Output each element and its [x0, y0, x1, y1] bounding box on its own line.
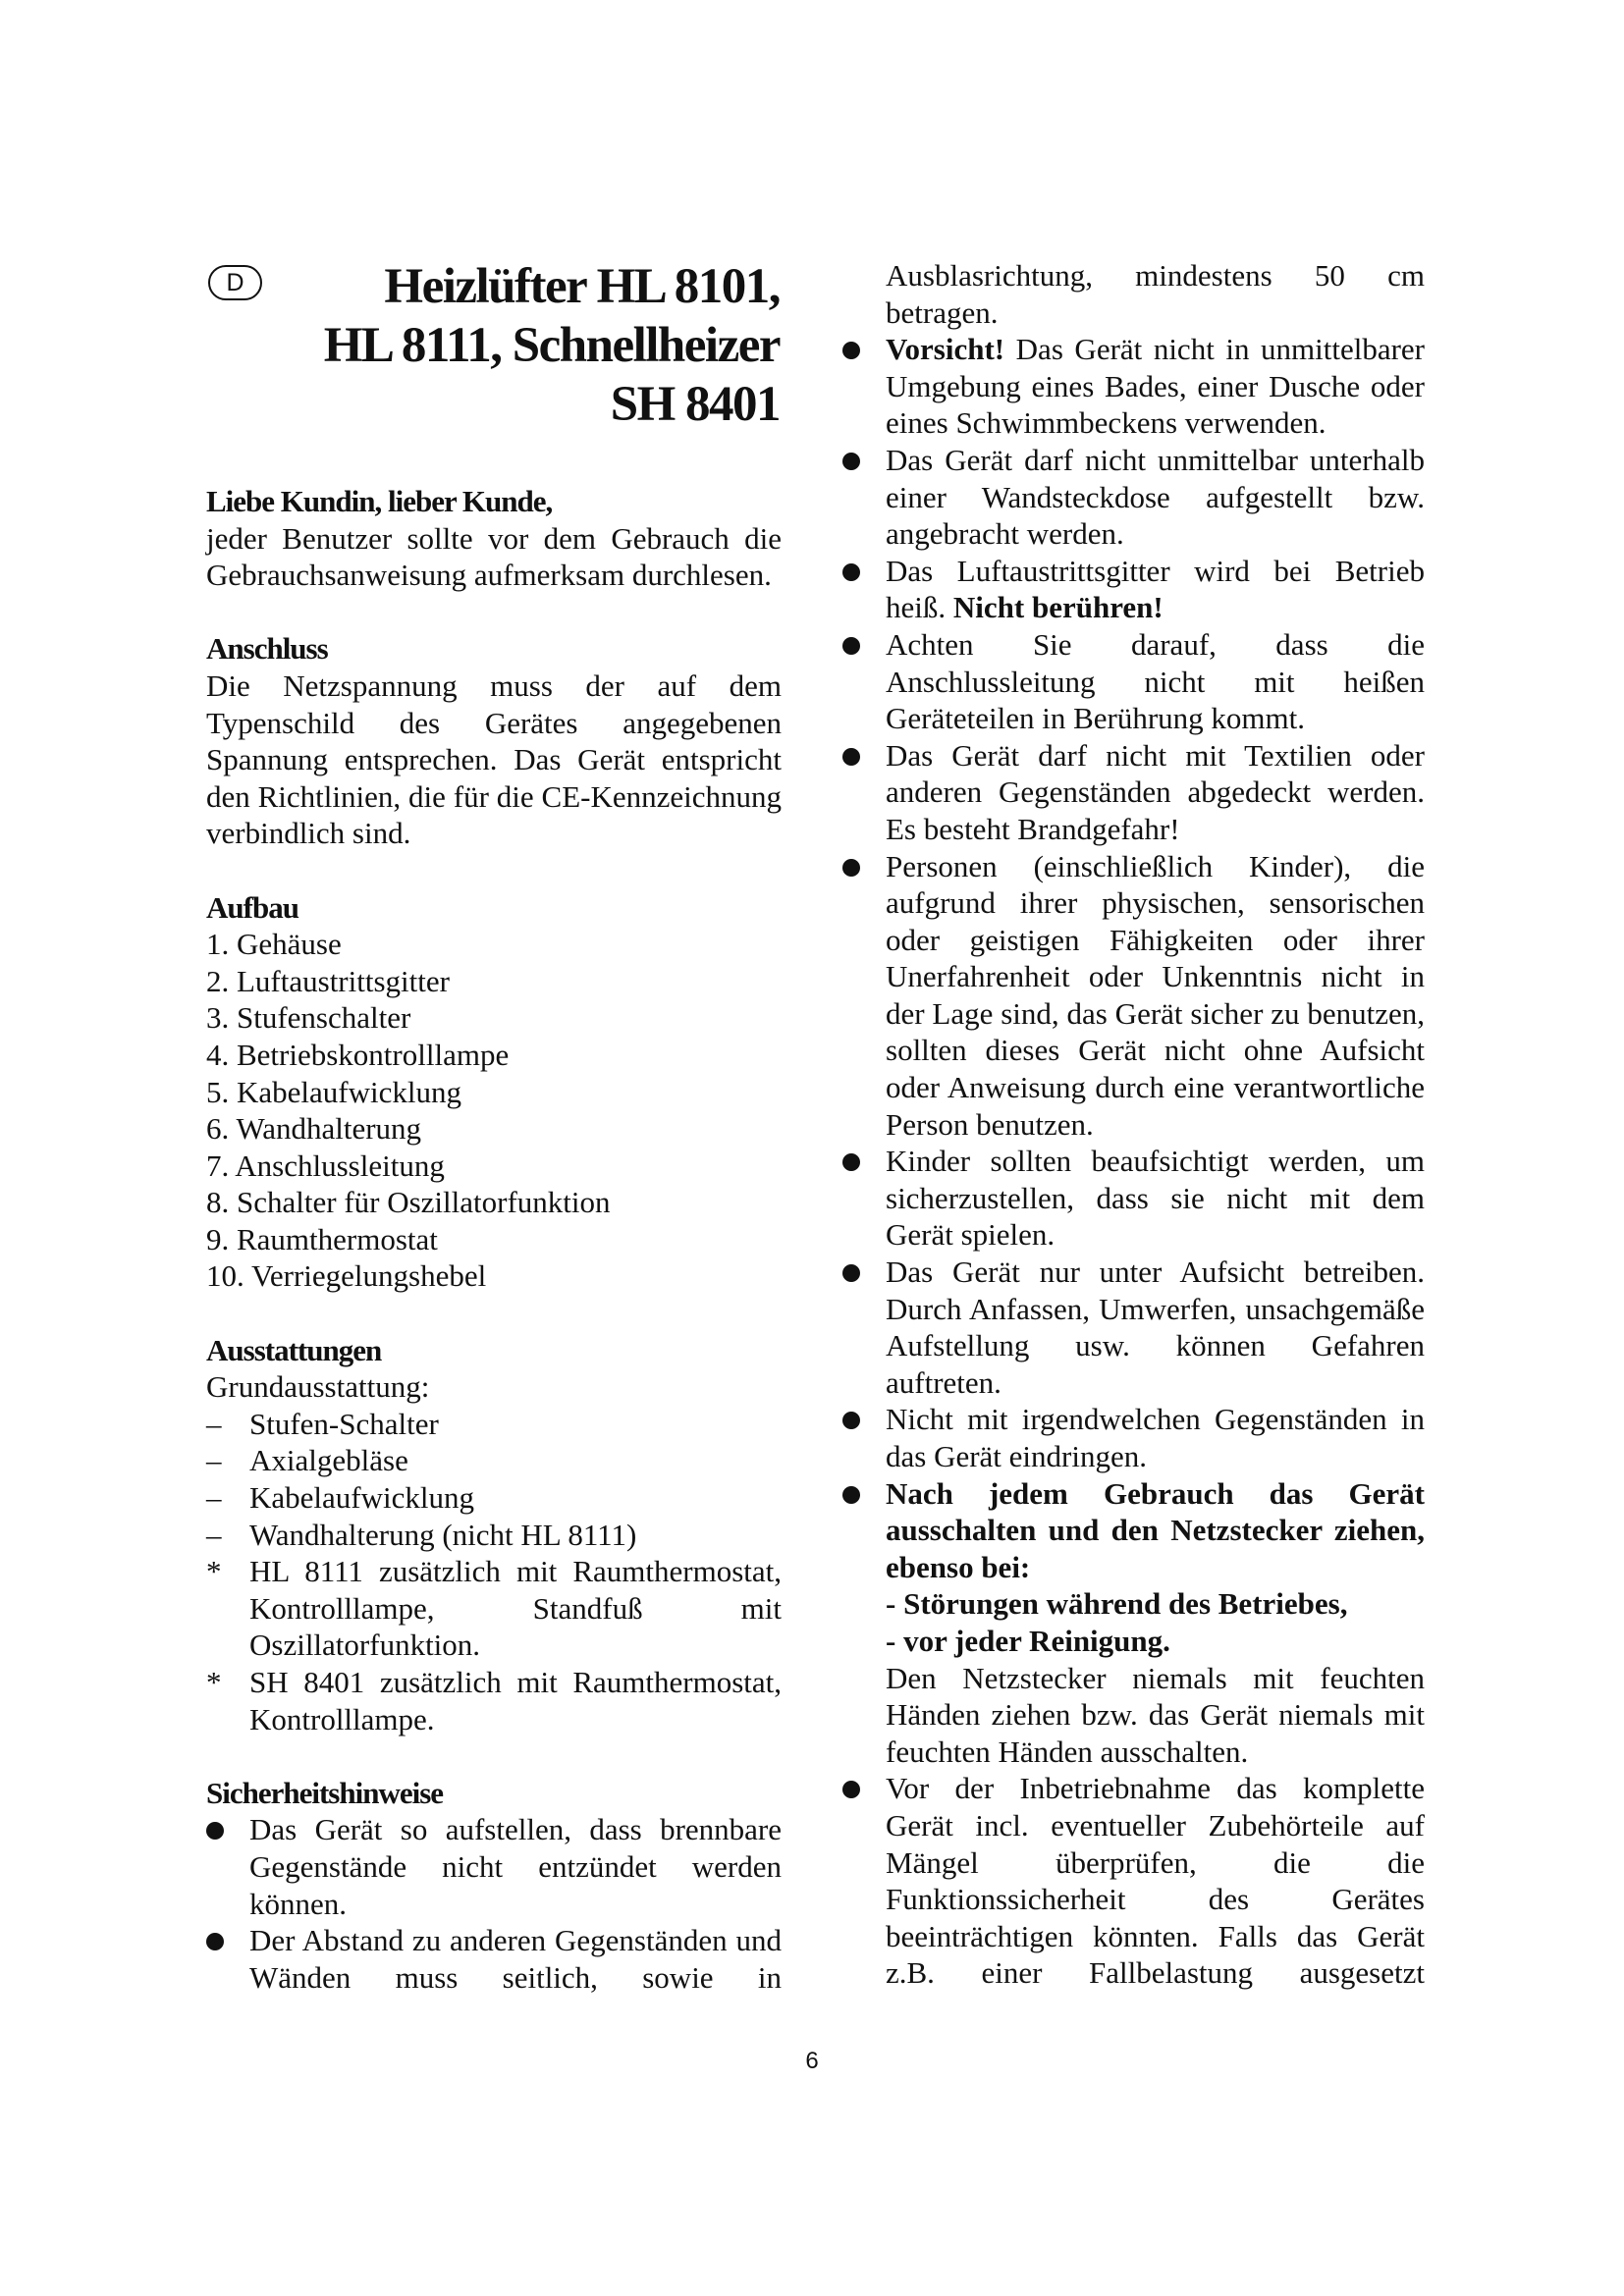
bullet-text: Achten Sie darauf, dass die Anschlussleitung nicht mit heißen Geräteteilen in Berührung kommt. [886, 626, 1425, 736]
gebrauch-bold-stoerungen: - Störungen während des Betriebes, [886, 1586, 1348, 1622]
ausstattungen-intro: Grundausstattung: [206, 1369, 430, 1405]
sicherheit-heading: Sicherheitshinweise [206, 1775, 444, 1810]
bullet-dot-icon [842, 453, 860, 470]
bullet-dot-icon [206, 1933, 224, 1950]
dash-item-text: Stufen-Schalter [249, 1406, 439, 1441]
aufbau-item: 2. Luftaustrittsgitter [206, 963, 450, 998]
aufbau-item: 10. Verriegelungshebel [206, 1258, 487, 1294]
bullet-item [206, 1811, 782, 1922]
bullet-text: Das Gerät darf nicht unmittelbar unterhalb einer Wandsteckdose aufgestellt bzw. angebracht werden. [886, 442, 1425, 552]
gebrauch-text: Den Netzstecker niemals mit feuchten Händen ziehen bzw. das Gerät niemals mit feuchten Händen ausschalten. [886, 1660, 1425, 1769]
bullet-dot-icon [842, 1412, 860, 1429]
gebrauch-bold-reinigung: - vor jeder Reinigung. [886, 1623, 1170, 1658]
star-item-text: HL 8111 zusätzlich mit Raumthermostat, Kontrolllampe, Standfuß mit Oszillatorfunktion. [249, 1554, 782, 1663]
bullet-item [842, 1401, 1425, 1474]
aufbau-item: 1. Gehäuse [206, 927, 342, 962]
bullet-item [842, 331, 1425, 442]
bullet-continuation [842, 257, 1425, 331]
sicherheit-section-start [206, 1775, 782, 1997]
left-column [206, 257, 782, 1996]
intro-section [206, 483, 782, 594]
star-marker: * [206, 1665, 222, 1699]
aufbau-item: 3. Stufenschalter [206, 1000, 411, 1036]
language-badge: D [208, 265, 262, 300]
bullet-item [842, 442, 1425, 553]
ausstattungen-heading: Ausstattungen [206, 1332, 382, 1367]
bullet-text: Nicht mit irgendwelchen Gegenständen in das Gerät eindringen. [886, 1402, 1425, 1473]
dash-item-text: Wandhalterung (nicht HL 8111) [249, 1517, 637, 1552]
aufbau-item: 6. Wandhalterung [206, 1111, 422, 1147]
dash-list-item [206, 1517, 782, 1554]
ausstattungen-section [206, 1332, 782, 1738]
dash-marker: – [206, 1443, 222, 1478]
bullet-item [842, 553, 1425, 626]
anschluss-heading: Anschluss [206, 631, 328, 667]
aufbau-item: 8. Schalter für Oszillatorfunktion [206, 1185, 611, 1220]
bullet-item [842, 1770, 1425, 1992]
bullet-text: Der Abstand zu anderen Gegenständen und Wänden muss seitlich, sowie in [249, 1923, 782, 1995]
dash-item-text: Axialgebläse [249, 1443, 408, 1478]
title-line-2: HL 8111, Schnellheizer [323, 318, 780, 373]
bullet-dot-icon [842, 1486, 860, 1504]
bullet-dot-icon [842, 342, 860, 359]
bullet-dot-icon [842, 1781, 860, 1798]
star-marker: * [206, 1554, 222, 1589]
bullet-text: Das Gerät so aufstellen, dass brennbare Gegenstände nicht entzündet werden können. [249, 1812, 782, 1921]
anschluss-section [206, 630, 782, 852]
page-number: 6 [805, 2048, 819, 2074]
intro-text: jeder Benutzer sollte vor dem Gebrauch die Gebrauchsanweisung aufmerksam durchlesen. [206, 520, 782, 593]
aufbau-item: 7. Anschlussleitung [206, 1148, 445, 1183]
bullet-item [842, 848, 1425, 1144]
title-line-3: SH 8401 [610, 377, 780, 432]
star-list-item [206, 1553, 782, 1664]
vorsicht-text: Das Gerät nicht in unmittelbarer Umgebung eines Bades, einer Dusche oder eines Schwimmbeckens verwenden. [886, 332, 1425, 441]
bullet-item [842, 626, 1425, 737]
bullet-dot-icon [842, 563, 860, 581]
bullet-dot-icon [842, 1153, 860, 1171]
aufbau-item: 5. Kabelaufwicklung [206, 1074, 461, 1109]
dash-marker: – [206, 1517, 222, 1552]
bullet-dot-icon [842, 859, 860, 877]
dash-item-text: Kabelaufwicklung [249, 1480, 474, 1516]
bullet-text: Das Gerät nur unter Aufsicht betreiben. Durch Anfassen, Umwerfen, unsachgemäße Aufstellung usw. können Gefahren auftreten. [886, 1255, 1425, 1400]
bullet-item [842, 1475, 1425, 1771]
bullet-item [206, 1922, 782, 1996]
aufbau-heading: Aufbau [206, 889, 298, 925]
bullet-item [842, 1254, 1425, 1401]
dash-marker: – [206, 1480, 222, 1516]
bullet-text: Personen (einschließlich Kinder), die aufgrund ihrer physischen, sensorischen oder geistigen Fähigkeiten oder ihrer Unerfahrenheit oder Unkenntnis nicht in der Lage sind, das Gerät sicher zu benutzen, sollten dieses Gerät nicht ohne Aufsicht oder Anweisung durch eine verantwortliche Person benutzen. [886, 848, 1425, 1142]
bullet-text: Vor der Inbetriebnahme das komplette Gerät incl. eventueller Zubehörteile auf Mängel überprüfen, die die Funktionssicherheit des Gerätes beeinträchtigen könnten. Falls das Gerät z.B. einer Fallbelastung ausgesetzt [886, 1771, 1425, 1991]
bullet-dot-icon [842, 637, 860, 655]
bullet-dot-icon [842, 748, 860, 766]
title-block [206, 257, 782, 444]
anschluss-text: Die Netzspannung muss der auf dem Typenschild des Gerätes angegebenen Spannung entsprechen. Das Gerät entspricht den Richtlinien, die für die CE-Kennzeichnung verbindlich sind. [206, 667, 782, 851]
bullet-dot-icon [206, 1822, 224, 1840]
gitter-text: Das Luftaustrittsgitter wird bei Betrieb heiß. [886, 553, 1425, 625]
title-line-1: Heizlüfter HL 8101, [384, 259, 780, 314]
bullet-dot-icon [842, 1264, 860, 1282]
star-list-item [206, 1664, 782, 1737]
aufbau-item: 9. Raumthermostat [206, 1221, 438, 1256]
dash-list-item [206, 1479, 782, 1517]
bullet-text: Kinder sollten beaufsichtigt werden, um sicherzustellen, dass sie nicht mit dem Gerät spielen. [886, 1144, 1425, 1253]
aufbau-item: 4. Betriebskontrolllampe [206, 1037, 510, 1072]
gebrauch-bold: Nach jedem Gebrauch das Gerät ausschalten und den Netzstecker ziehen, ebenso bei: [886, 1475, 1425, 1584]
dash-marker: – [206, 1406, 222, 1441]
intro-heading: Liebe Kundin, lieber Kunde, [206, 484, 553, 518]
bullet-item [842, 1143, 1425, 1254]
gitter-bold: Nicht berühren! [952, 590, 1164, 625]
bullet-text: Das Gerät darf nicht mit Textilien oder anderen Gegenständen abgedeckt werden. Es besteht Brandgefahr! [886, 737, 1425, 846]
dash-list-item [206, 1406, 782, 1443]
dash-list-item [206, 1442, 782, 1479]
right-column [842, 257, 1425, 1992]
continuation-text: Ausblasrichtung, mindestens 50 cm betragen. [886, 258, 1425, 330]
vorsicht-bold: Vorsicht! [886, 332, 1005, 367]
star-item-text: SH 8401 zusätzlich mit Raumthermostat, Kontrolllampe. [249, 1665, 782, 1736]
bullet-item [842, 737, 1425, 848]
aufbau-section [206, 889, 782, 1296]
